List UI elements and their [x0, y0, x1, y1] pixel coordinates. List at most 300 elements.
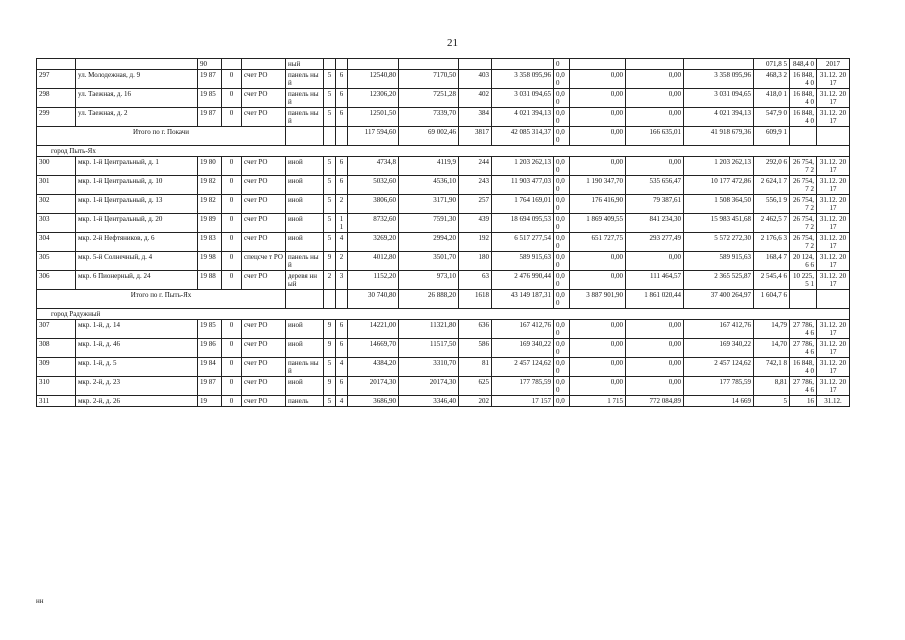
cell-fund-share: 0,0 0	[554, 252, 570, 271]
cell-wall-material: иной	[286, 157, 324, 176]
cell-commission-year: 0	[222, 320, 242, 339]
cell-address: мкр. 1-й, д. 46	[76, 339, 198, 358]
cell-residents: 202	[459, 396, 492, 407]
city-group-row	[37, 146, 850, 157]
cell-fund-method: счет РО	[242, 233, 286, 252]
cell-total-cost: 1 203 262,13	[492, 157, 554, 176]
cell-entrances: 6	[336, 89, 348, 108]
cell-deadline: 31.12.	[817, 396, 850, 407]
cell-commission-year: 0	[222, 396, 242, 407]
cell-deadline: 31.12. 2017	[817, 214, 850, 233]
cell-wall-material: панель	[286, 396, 324, 407]
cell-fund-share: 0,0 0	[554, 320, 570, 339]
cell-entrances: 2	[336, 252, 348, 271]
cell-address: ул. Таежная, д. 2	[76, 108, 198, 127]
cell-year: 19	[198, 396, 222, 407]
cell-floors: 5	[324, 108, 336, 127]
cell-commission-year: 0	[222, 108, 242, 127]
cell-other-share: 4 021 394,13	[684, 108, 754, 127]
cell-total-cost: 6 517 277,54	[492, 233, 554, 252]
cell-fund-share: 0,0 0	[554, 70, 570, 89]
cell-total-cost: 589 915,63	[492, 252, 554, 271]
cell-owners-share: 772 084,89	[626, 396, 684, 407]
cell-commission-year: 0	[222, 176, 242, 195]
table-row	[37, 358, 850, 377]
cell-floors: 5	[324, 233, 336, 252]
cell-floors: 9	[324, 339, 336, 358]
cell-total-area: 3686,90	[348, 396, 399, 407]
cell-max-cost: 26 754,7 2	[790, 157, 817, 176]
cell-number: 302	[37, 195, 76, 214]
cell-total-area: 4734,8	[348, 157, 399, 176]
cell-fund-method: счет РО	[242, 377, 286, 396]
cell-number: 303	[37, 214, 76, 233]
cell-living-area: 7251,28	[399, 89, 459, 108]
cell-fund-share: 0,0 0	[554, 157, 570, 176]
cell-total-area: 4384,20	[348, 358, 399, 377]
table-row	[37, 233, 850, 252]
cell-floors: 5	[324, 176, 336, 195]
cell-address: ул. Молодежная, д. 9	[76, 70, 198, 89]
cell-residents: 586	[459, 339, 492, 358]
cell-year: 90	[198, 59, 222, 70]
cell-budget-share: 651 727,75	[570, 233, 626, 252]
empty-cell	[286, 127, 324, 146]
total-residents: 1618	[459, 290, 492, 309]
cell-address: мкр. 1-й, д. 14	[76, 320, 198, 339]
cell-total-area: 12306,20	[348, 89, 399, 108]
cell-residents: 192	[459, 233, 492, 252]
cell-other-share: 1 203 262,13	[684, 157, 754, 176]
cell-living-area: 973,10	[399, 271, 459, 290]
cell-year: 19 85	[198, 320, 222, 339]
cell-commission-year: 0	[222, 233, 242, 252]
cell-max-cost: 16	[790, 396, 817, 407]
cell-address: мкр. 1-й Центральный, д. 1	[76, 157, 198, 176]
cell-number: 304	[37, 233, 76, 252]
cell-wall-material: панель ный	[286, 358, 324, 377]
cell-wall-material: иной	[286, 377, 324, 396]
cell-year: 19 84	[198, 358, 222, 377]
cell-budget-share: 0,00	[570, 358, 626, 377]
total-row	[37, 290, 850, 309]
total-unit-cost: 1 604,7 6	[754, 290, 790, 309]
table-row	[37, 70, 850, 89]
cell-entrances: 2	[336, 195, 348, 214]
cell-deadline: 31.12. 2017	[817, 70, 850, 89]
cell-owners-share: 0,00	[626, 339, 684, 358]
empty-cell	[817, 290, 850, 309]
cell-entrances: 4	[336, 396, 348, 407]
cell-total-cost: 167 412,76	[492, 320, 554, 339]
cell-fund-method: счет РО	[242, 358, 286, 377]
cell-floors: 9	[324, 377, 336, 396]
cell-wall-material: иной	[286, 214, 324, 233]
cell-wall-material: панель ный	[286, 70, 324, 89]
cell-max-cost: 27 786,4 6	[790, 339, 817, 358]
cell-living-area: 11517,50	[399, 339, 459, 358]
cell-address: мкр. 1-й, д. 5	[76, 358, 198, 377]
city-group-row	[37, 309, 850, 320]
cell-address: мкр. 2-й Нефтяников, д. 6	[76, 233, 198, 252]
cell-budget-share: 0,00	[570, 377, 626, 396]
cell-owners-share: 293 277,49	[626, 233, 684, 252]
cell-number: 305	[37, 252, 76, 271]
cell-total-cost: 18 694 095,53	[492, 214, 554, 233]
cell-commission-year: 0	[222, 89, 242, 108]
cell-budget-share: 176 416,90	[570, 195, 626, 214]
cell-residents: 439	[459, 214, 492, 233]
cell-other-share: 10 177 472,86	[684, 176, 754, 195]
cell-unit-cost: 071,8 5	[754, 59, 790, 70]
cell-total-area: 4012,80	[348, 252, 399, 271]
cell-residents: 81	[459, 358, 492, 377]
cell-total-cost: 2 476 990,44	[492, 271, 554, 290]
cell-other-share: 2 457 124,62	[684, 358, 754, 377]
cell-budget-share: 0,00	[570, 89, 626, 108]
cell-unit-cost: 14,79	[754, 320, 790, 339]
cell-address: мкр. 2-й, д. 26	[76, 396, 198, 407]
cell-owners-share: 0,00	[626, 70, 684, 89]
total-living-area: 69 002,46	[399, 127, 459, 146]
cell-unit-cost: 468,3 2	[754, 70, 790, 89]
cell-number: 297	[37, 70, 76, 89]
cell-fund-method: счет РО	[242, 195, 286, 214]
cell-year: 19 82	[198, 176, 222, 195]
cell-fund-share: 0,0 0	[554, 358, 570, 377]
empty-cell	[790, 127, 817, 146]
total-area: 117 594,60	[348, 127, 399, 146]
cell-max-cost: 20 124,6 6	[790, 252, 817, 271]
cell-wall-material: иной	[286, 233, 324, 252]
cell-other-share: 169 340,22	[684, 339, 754, 358]
cell-fund-method: счет РО	[242, 70, 286, 89]
cell-max-cost: 16 848,4 0	[790, 358, 817, 377]
cell-living-area: 3171,90	[399, 195, 459, 214]
cell-address: ул. Таежная, д. 16	[76, 89, 198, 108]
total-owners-share: 1 861 020,44	[626, 290, 684, 309]
cell-entrances: 6	[336, 157, 348, 176]
cell-other-share: 167 412,76	[684, 320, 754, 339]
cell-fund-share: 0,0 0	[554, 377, 570, 396]
cell-unit-cost: 556,1 9	[754, 195, 790, 214]
cell-living-area: 7339,70	[399, 108, 459, 127]
cell-commission-year: 0	[222, 358, 242, 377]
total-owners-share: 166 635,01	[626, 127, 684, 146]
cell-total-cost: 169 340,22	[492, 339, 554, 358]
cell-residents: 403	[459, 70, 492, 89]
cell-deadline: 31.12. 2017	[817, 89, 850, 108]
cell-living-area: 3346,40	[399, 396, 459, 407]
cell-number: 299	[37, 108, 76, 127]
cell-address: мкр. 2-й, д. 23	[76, 377, 198, 396]
cell-total-area: 8732,60	[348, 214, 399, 233]
cell-wall-material: ный	[286, 59, 324, 70]
cell-max-cost: 27 786,4 6	[790, 320, 817, 339]
cell-year: 19 89	[198, 214, 222, 233]
cell-fund-share: 0,0 0	[554, 195, 570, 214]
cell-fund-method: счет РО	[242, 176, 286, 195]
cell-number: 307	[37, 320, 76, 339]
cell-residents: 243	[459, 176, 492, 195]
cell-entrances: 4	[336, 358, 348, 377]
cell-max-cost: 26 754,7 2	[790, 195, 817, 214]
cell-unit-cost: 2 545,4 6	[754, 271, 790, 290]
cell-entrances: 6	[336, 339, 348, 358]
cell-unit-cost: 168,4 7	[754, 252, 790, 271]
cell-unit-cost: 2 462,5 7	[754, 214, 790, 233]
cell-address: мкр. 1-й Центральный, д. 13	[76, 195, 198, 214]
total-area: 30 740,80	[348, 290, 399, 309]
page-number: 21	[447, 37, 458, 49]
total-living-area: 26 888,20	[399, 290, 459, 309]
cell-total-area: 1152,20	[348, 271, 399, 290]
cell-fund-method: спецсче т РО	[242, 252, 286, 271]
continued-row	[37, 59, 850, 70]
cell-total-cost: 177 785,59	[492, 377, 554, 396]
total-fund-share: 0,0 0	[554, 290, 570, 309]
cell-living-area: 11321,80	[399, 320, 459, 339]
cell-unit-cost: 418,0 1	[754, 89, 790, 108]
cell-unit-cost: 742,1 8	[754, 358, 790, 377]
cell-fund-share: 0,0	[554, 396, 570, 407]
cell-living-area: 4536,10	[399, 176, 459, 195]
cell-max-cost: 27 786,4 6	[790, 377, 817, 396]
cell-other-share: 5 572 272,30	[684, 233, 754, 252]
cell-owners-share: 0,00	[626, 320, 684, 339]
empty-cell	[336, 290, 348, 309]
empty-cell	[324, 290, 336, 309]
cell-number: 306	[37, 271, 76, 290]
cell-owners-share: 841 234,30	[626, 214, 684, 233]
cell-total-area: 12540,80	[348, 70, 399, 89]
cell-owners-share: 0,00	[626, 108, 684, 127]
cell-fund-method: счет РО	[242, 157, 286, 176]
cell-budget-share: 0,00	[570, 271, 626, 290]
cell-address: мкр. 1-й Центральный, д. 10	[76, 176, 198, 195]
cell-budget-share: 0,00	[570, 320, 626, 339]
cell-total-cost: 3 358 095,96	[492, 70, 554, 89]
cell-year: 19 88	[198, 271, 222, 290]
cell-other-share: 15 983 451,68	[684, 214, 754, 233]
cell-year: 19 80	[198, 157, 222, 176]
cell-unit-cost: 5	[754, 396, 790, 407]
table-row	[37, 320, 850, 339]
cell-unit-cost: 2 176,6 3	[754, 233, 790, 252]
table-row	[37, 157, 850, 176]
cell-owners-share: 0,00	[626, 89, 684, 108]
cell-deadline: 31.12. 2017	[817, 339, 850, 358]
cell-floors: 9	[324, 320, 336, 339]
cell-unit-cost: 2 624,1 7	[754, 176, 790, 195]
footnote: нн	[36, 597, 44, 605]
cell-year: 19 87	[198, 70, 222, 89]
cell-fund-method: счет РО	[242, 271, 286, 290]
cell-budget-share: 0,00	[570, 339, 626, 358]
cell-deadline: 31.12. 2017	[817, 176, 850, 195]
table-row	[37, 176, 850, 195]
cell-commission-year: 0	[222, 271, 242, 290]
cell-wall-material: иной	[286, 176, 324, 195]
cell-floors: 2	[324, 271, 336, 290]
cell-wall-material: иной	[286, 195, 324, 214]
cell-year: 19 85	[198, 89, 222, 108]
cell-deadline: 31.12. 2017	[817, 271, 850, 290]
housing-register-table	[36, 58, 850, 407]
cell-owners-share: 79 387,61	[626, 195, 684, 214]
total-label: Итого по г. Пыть-Ях	[37, 290, 286, 309]
cell-other-share: 2 365 525,87	[684, 271, 754, 290]
cell-living-area: 3310,70	[399, 358, 459, 377]
cell-wall-material: панель ный	[286, 252, 324, 271]
cell-unit-cost: 547,9 0	[754, 108, 790, 127]
cell-other-share: 3 031 094,65	[684, 89, 754, 108]
cell-deadline: 31.12. 2017	[817, 157, 850, 176]
cell-max-cost: 26 754,7 2	[790, 214, 817, 233]
cell-total-cost: 17 157	[492, 396, 554, 407]
cell-living-area: 7591,30	[399, 214, 459, 233]
cell-entrances: 4	[336, 233, 348, 252]
cell-residents: 257	[459, 195, 492, 214]
cell-budget-share: 1 715	[570, 396, 626, 407]
cell-year: 19 98	[198, 252, 222, 271]
cell-total-cost: 11 903 477,03	[492, 176, 554, 195]
cell-other-share: 177 785,59	[684, 377, 754, 396]
cell-living-area: 7170,50	[399, 70, 459, 89]
cell-entrances: 3	[336, 271, 348, 290]
cell-owners-share: 535 656,47	[626, 176, 684, 195]
cell-fund-share: 0,0 0	[554, 233, 570, 252]
cell-commission-year: 0	[222, 157, 242, 176]
cell-total-cost: 4 021 394,13	[492, 108, 554, 127]
cell-number: 301	[37, 176, 76, 195]
cell-fund-method: счет РО	[242, 214, 286, 233]
cell-commission-year: 0	[222, 214, 242, 233]
total-unit-cost: 609,9 1	[754, 127, 790, 146]
cell-floors: 5	[324, 89, 336, 108]
cell-total-cost: 2 457 124,62	[492, 358, 554, 377]
cell-floors: 5	[324, 358, 336, 377]
cell-entrances: 6	[336, 176, 348, 195]
cell-budget-share: 0,00	[570, 157, 626, 176]
city-group-title: город Радужный	[37, 309, 850, 320]
cell-year: 19 86	[198, 339, 222, 358]
cell-commission-year: 0	[222, 70, 242, 89]
table-row	[37, 271, 850, 290]
cell-residents: 384	[459, 108, 492, 127]
cell-deadline: 31.12. 2017	[817, 108, 850, 127]
cell-commission-year: 0	[222, 195, 242, 214]
cell-deadline: 2017	[817, 59, 850, 70]
cell-living-area: 20174,30	[399, 377, 459, 396]
cell-commission-year: 0	[222, 377, 242, 396]
empty-cell	[286, 290, 324, 309]
cell-floors: 5	[324, 195, 336, 214]
cell-other-share: 1 508 364,50	[684, 195, 754, 214]
cell-wall-material: иной	[286, 339, 324, 358]
cell-fund-share: 0	[554, 59, 570, 70]
cell-floors: 5	[324, 214, 336, 233]
cell-fund-share: 0,0 0	[554, 108, 570, 127]
cell-owners-share: 111 464,57	[626, 271, 684, 290]
cell-deadline: 31.12. 2017	[817, 233, 850, 252]
cell-fund-method: счет РО	[242, 320, 286, 339]
cell-number: 309	[37, 358, 76, 377]
table-row	[37, 339, 850, 358]
register-body	[37, 59, 850, 407]
cell-deadline: 31.12. 2017	[817, 320, 850, 339]
cell-number: 298	[37, 89, 76, 108]
table-row	[37, 89, 850, 108]
cell-address: мкр. 6 Пионерный, д. 24	[76, 271, 198, 290]
cell-budget-share: 0,00	[570, 70, 626, 89]
table-row	[37, 214, 850, 233]
cell-deadline: 31.12. 2017	[817, 377, 850, 396]
empty-cell	[817, 127, 850, 146]
total-budget-share: 0,00	[570, 127, 626, 146]
cell-address: мкр. 1-й Центральный, д. 20	[76, 214, 198, 233]
cell-owners-share: 0,00	[626, 157, 684, 176]
cell-residents: 402	[459, 89, 492, 108]
total-fund-share: 0,0 0	[554, 127, 570, 146]
cell-fund-share: 0,0 0	[554, 271, 570, 290]
empty-cell	[336, 127, 348, 146]
cell-fund-method: счет РО	[242, 108, 286, 127]
table-row	[37, 396, 850, 407]
cell-floors: 9	[324, 252, 336, 271]
city-group-title: город Пыть-Ях	[37, 146, 850, 157]
cell-commission-year: 0	[222, 339, 242, 358]
cell-other-share: 589 915,63	[684, 252, 754, 271]
cell-deadline: 31.12. 2017	[817, 358, 850, 377]
cell-residents: 625	[459, 377, 492, 396]
cell-owners-share: 0,00	[626, 377, 684, 396]
cell-wall-material: иной	[286, 320, 324, 339]
total-label: Итого по г. Покачи	[37, 127, 286, 146]
cell-other-share: 3 358 095,96	[684, 70, 754, 89]
cell-number: 310	[37, 377, 76, 396]
cell-wall-material: панель ный	[286, 108, 324, 127]
cell-year: 19 83	[198, 233, 222, 252]
cell-unit-cost: 14,70	[754, 339, 790, 358]
cell-fund-share: 0,0 0	[554, 214, 570, 233]
cell-year: 19 82	[198, 195, 222, 214]
cell-wall-material: панель ный	[286, 89, 324, 108]
cell-fund-method: счет РО	[242, 396, 286, 407]
table-row	[37, 195, 850, 214]
cell-year: 19 87	[198, 108, 222, 127]
cell-deadline: 31.12. 2017	[817, 195, 850, 214]
cell-max-cost: 26 754,7 2	[790, 233, 817, 252]
cell-living-area: 2994,20	[399, 233, 459, 252]
cell-residents: 180	[459, 252, 492, 271]
cell-total-area: 12501,50	[348, 108, 399, 127]
table-row	[37, 377, 850, 396]
cell-total-cost: 3 031 094,65	[492, 89, 554, 108]
cell-total-area: 3269,20	[348, 233, 399, 252]
cell-fund-method: счет РО	[242, 339, 286, 358]
cell-entrances: 6	[336, 377, 348, 396]
cell-floors: 5	[324, 396, 336, 407]
total-residents: 3817	[459, 127, 492, 146]
cell-max-cost: 848,4 0	[790, 59, 817, 70]
cell-commission-year: 0	[222, 252, 242, 271]
total-row	[37, 127, 850, 146]
total-other-share: 41 918 679,36	[684, 127, 754, 146]
cell-residents: 636	[459, 320, 492, 339]
cell-budget-share: 0,00	[570, 252, 626, 271]
cell-entrances: 6	[336, 108, 348, 127]
